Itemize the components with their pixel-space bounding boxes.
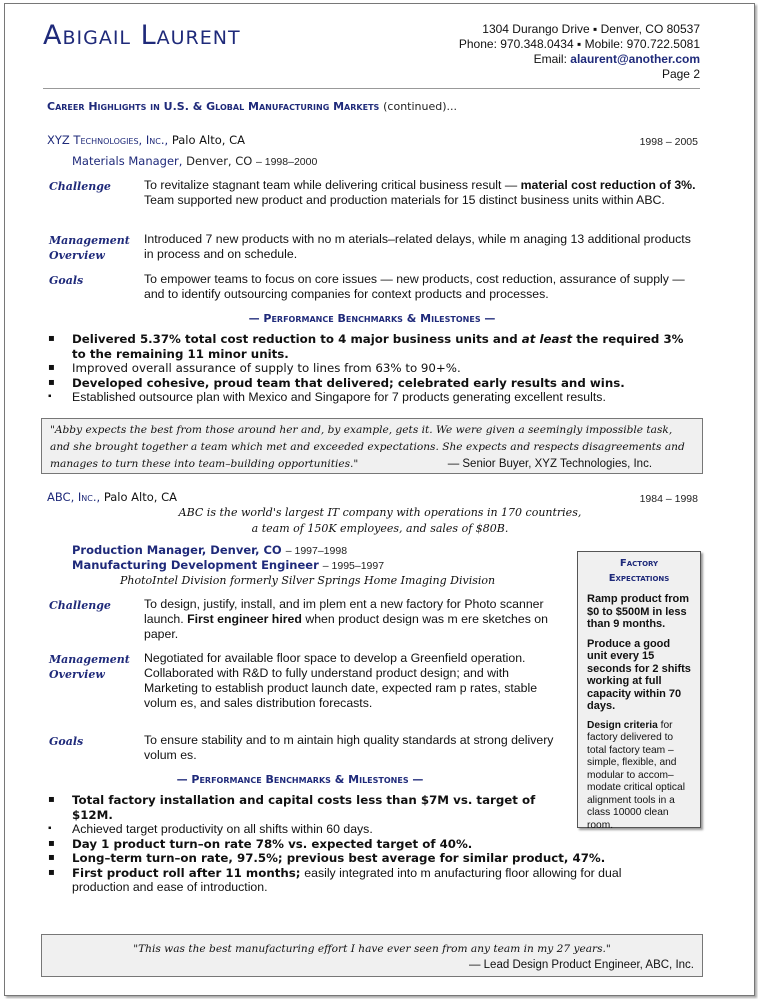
list-item: ▪ Improved overall assurance of supply to lines from 63% to 90+%. [46,361,698,376]
phone-numbers: Phone: 970.348.0434 ▪ Mobile: 970.722.5081 [458,37,700,51]
candidate-name: Abigail Laurent [43,20,241,51]
list-item: ▪ Developed cohesive, proud team that delivered; celebrated early results and wins. [46,376,698,391]
job1-quote-text: "Abby expects the best from those around her and, by example, gets it. We were given a seemingly impossible task, and she brought together a team which met and exceeded expectations. She expects and respects disagreements and manages to turn these into team–building opportunities." [50,424,685,470]
job2-company-description [120,505,640,537]
email-label: Email: [533,52,567,66]
job2-role2-dates: – 1995–1997 [322,560,385,572]
job2-role1-line [72,543,347,557]
job2-management-label [49,652,130,682]
job2-role1-dates: – 1997–1998 [285,545,348,557]
list-item: ▪ Achieved target productivity on all shifts within 60 days. [46,822,646,837]
job1-challenge-text [144,178,697,208]
job2-management-text: Negotiated for available floor space to develop a Greenfield operation. Collaborated with R&D to fully understand product design; and with Marketing to establish product launch date, expected ram p rates, stable volum es, and sales distribution forecasts. [144,651,538,710]
job1-challenge-label: Challenge [49,180,111,193]
job2-b5-a: First product roll after 11 months; [72,865,301,880]
job2-goals-text: To ensure stability and to m aintain high quality standards at strong delivery volum es. [144,733,554,762]
job1-management-label-1: Management [49,234,130,247]
job2-challenge-a: To design, justify, install, and im plem ent a new factory for Photo scanner launch. [144,597,544,626]
job2-company-line [47,490,177,504]
job2-role1: Production Manager, Denver, CO [72,543,282,557]
job2-challenge-c: when product design was m ere sketches on paper. [144,612,548,641]
job1-role-dates: – 1998–2000 [255,156,318,168]
job1-role: Materials Manager, [72,154,183,168]
job2-desc-line-1: ABC is the world's largest IT company with operations in 170 countries, [178,506,582,519]
sidebox-point-3-bold: Design criteria [587,719,658,731]
job1-goals-text: To empower teams to focus on core issues — new products, cost reduction, assurance of supply — and to identify outsourcing companies for context products and processes. [144,272,685,301]
job2-quote-text: "This was the best manufacturing effort I have ever seen from any team in my 27 years." [133,943,611,955]
job1-role-location: Denver, CO [186,154,253,168]
page-number: Page 2 [661,67,700,81]
job1-quote-box [41,418,703,474]
job2-role2: Manufacturing Development Engineer [72,558,319,572]
section-heading-continued: (continued)... [383,100,458,113]
email-line [459,52,700,67]
sidebox-title [587,556,691,586]
job2-challenge-b: First engineer hired [187,612,302,626]
job2-dates: 1984 – 1998 [639,493,698,505]
job2-management-label-1: Management [49,653,130,666]
sidebox-point-3 [587,720,691,833]
job2-desc-line-2: a team of 150K employees, and sales of $80B. [251,522,509,535]
header-divider [43,88,700,89]
job1-location: Palo Alto, CA [171,133,245,147]
factory-expectations-box [577,551,701,831]
job2-quote-attribution: — Lead Design Product Engineer, ABC, Inc. [468,959,694,971]
job1-company-line [47,133,245,147]
job2-division: PhotoIntel Division formerly Silver Springs Home Imaging Division [120,574,496,587]
job1-goals-label: Goals [49,274,84,287]
job2-b5-b: easily integrated into m anufacturing floor allowing for dual production and ease of introduction. [72,865,622,894]
sidebox-point-1: Ramp product from $0 to $500M in less than 9 months. [587,593,690,630]
sidebox-title-2: Expectations [608,573,670,584]
job1-management-label-2: Overview [49,249,105,262]
job2-company: ABC, Inc., [47,490,101,504]
list-item: ▪ Long–term turn–on rate, 97.5%; previous best average for similar product, 47%. [46,851,646,866]
sidebox-point-3-rest: for factory delivered to total factory team – simple, flexible, and modular to accom–modate critical optical alignment tools in a class 10000 clean room. [587,719,685,831]
job1-challenge-c: Team supported new product and production materials for 15 distinct business units within ABC. [144,193,665,207]
job2-challenge-text [144,597,559,642]
sidebox-title-1: Factory [619,558,659,569]
list-item: ▪ Established outsource plan with Mexico and Singapore for 7 products generating excellent results. [46,390,698,405]
job1-challenge-a: To revitalize stagnant team while delivering critical business result — [144,178,518,192]
sidebox-point-2: Produce a good unit every 15 seconds for 2 shifts working at full capacity within 70 days. [587,637,691,712]
section-heading [47,100,457,113]
job2-challenge-label: Challenge [49,599,111,612]
job1-company: XYZ Technologies, Inc., [47,133,169,147]
job1-dates: 1998 – 2005 [639,136,698,148]
job2-benchmark-list [46,793,646,895]
list-item [46,866,646,895]
job2-management-label-2: Overview [49,668,105,681]
job1-management-text: Introduced 7 new products with no m aterials–related delays, while m anaging 13 additional products in process and on schedule. [144,232,691,261]
job2-benchmarks-title: — Performance Benchmarks & Milestones — [176,773,424,786]
job2-location: Palo Alto, CA [103,490,177,504]
job1-benchmark-list [46,332,698,405]
job1-b1-a: Delivered 5.37% total cost reduction to 4 major business units and [72,332,518,346]
list-item [46,332,698,361]
job2-role2-line [72,558,384,572]
section-heading-title: Career Highlights in U.S. & Global Manufacturing Markets [47,100,380,113]
list-item: ▪ Total factory installation and capital costs less than $7M vs. target of $12M. [46,793,552,822]
contact-block [459,22,700,82]
address: 1304 Durango Drive ▪ Denver, CO 80537 [482,22,700,36]
job1-management-label [49,233,130,263]
job1-b1-b: at least [521,332,573,346]
job1-benchmarks-title: — Performance Benchmarks & Milestones — [248,312,496,325]
job1-challenge-b: material cost reduction of 3%. [520,178,696,192]
job2-quote-box [41,934,703,977]
job1-b1-c: the required 3% to the remaining 11 minor units. [72,332,684,361]
job1-quote-attribution: — Senior Buyer, XYZ Technologies, Inc. [447,458,653,470]
email-link[interactable]: alaurent@another.com [570,52,700,66]
job1-role-line [72,154,317,168]
list-item: ▪ Day 1 product turn–on rate 78% vs. expected target of 40%. [46,837,646,852]
job2-goals-label: Goals [49,735,84,748]
